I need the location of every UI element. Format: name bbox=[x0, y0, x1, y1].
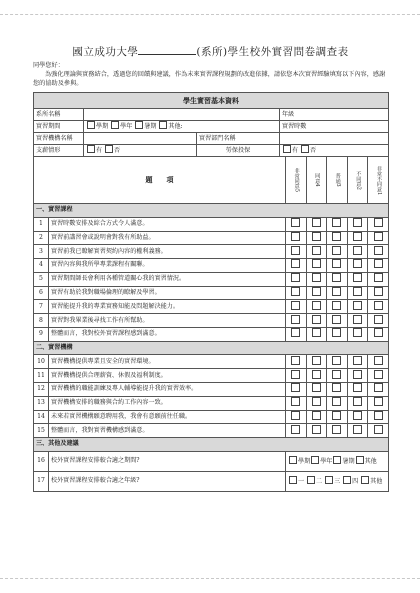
question-row bbox=[34, 369, 389, 383]
rating-checkbox[interactable] bbox=[291, 383, 300, 392]
hours-cell[interactable] bbox=[280, 121, 389, 133]
insurance-options bbox=[280, 145, 389, 157]
checkbox[interactable] bbox=[105, 145, 113, 153]
rating-cell bbox=[306, 231, 327, 245]
rating-checkbox[interactable] bbox=[312, 397, 321, 406]
section-title: 三、其他及建議 bbox=[34, 438, 389, 452]
questionnaire-page bbox=[33, 44, 388, 492]
rating-checkbox[interactable] bbox=[291, 328, 300, 337]
rating-checkbox[interactable] bbox=[353, 397, 362, 406]
rating-checkbox[interactable] bbox=[374, 232, 383, 241]
scale-label: 普通3 bbox=[334, 173, 341, 188]
rating-cell bbox=[368, 231, 389, 245]
rating-cell bbox=[368, 382, 389, 396]
rating-checkbox[interactable] bbox=[312, 411, 321, 420]
scale-3-header bbox=[327, 157, 348, 204]
rating-cell bbox=[327, 369, 348, 383]
question-row bbox=[34, 382, 389, 396]
question-text: 實習機構的職能訓練及專人輔導能提升我的實習效率。 bbox=[49, 382, 286, 396]
rating-checkbox[interactable] bbox=[332, 425, 341, 434]
org-field[interactable] bbox=[84, 133, 197, 145]
rating-cell bbox=[286, 369, 307, 383]
rating-cell bbox=[306, 300, 327, 314]
scale-5-header bbox=[286, 157, 307, 204]
rating-checkbox[interactable] bbox=[312, 370, 321, 379]
rating-cell bbox=[368, 396, 389, 410]
checkbox[interactable] bbox=[159, 121, 167, 129]
rating-cell bbox=[327, 286, 348, 300]
question-text: 實習前講習會或說明會對我有所助益。 bbox=[49, 231, 286, 245]
period-options bbox=[84, 121, 280, 133]
scale-label: 不同意2 bbox=[355, 170, 362, 190]
rating-checkbox[interactable] bbox=[312, 287, 321, 296]
rating-cell bbox=[306, 369, 327, 383]
rating-checkbox[interactable] bbox=[291, 425, 300, 434]
rating-checkbox[interactable] bbox=[332, 315, 341, 324]
question-row bbox=[34, 217, 389, 231]
question-text: 校外實習課程安排較合適之期間? bbox=[49, 451, 286, 471]
rating-cell bbox=[347, 286, 368, 300]
rating-checkbox[interactable] bbox=[353, 370, 362, 379]
rating-checkbox[interactable] bbox=[332, 218, 341, 227]
question-text: 實習機構提供合理薪資、休假及福利制度。 bbox=[49, 369, 286, 383]
rating-cell bbox=[286, 355, 307, 369]
rating-cell bbox=[368, 245, 389, 259]
rating-cell bbox=[368, 272, 389, 286]
rating-cell bbox=[368, 286, 389, 300]
dept-blank-line[interactable] bbox=[138, 44, 196, 55]
rating-checkbox[interactable] bbox=[291, 370, 300, 379]
rating-cell bbox=[327, 272, 348, 286]
rating-cell bbox=[286, 259, 307, 273]
rating-cell bbox=[368, 314, 389, 328]
checkbox[interactable] bbox=[307, 476, 315, 484]
rating-cell bbox=[286, 396, 307, 410]
rating-cell bbox=[368, 259, 389, 273]
rating-cell bbox=[327, 300, 348, 314]
rating-cell bbox=[347, 410, 368, 424]
top-dashed-line bbox=[0, 14, 420, 15]
rating-cell bbox=[327, 382, 348, 396]
rating-cell bbox=[327, 314, 348, 328]
rating-cell bbox=[327, 355, 348, 369]
rating-cell bbox=[286, 231, 307, 245]
question-row bbox=[34, 231, 389, 245]
rating-checkbox[interactable] bbox=[312, 301, 321, 310]
rating-cell bbox=[347, 300, 368, 314]
question-text: 未來若實習機構願意聘用我，我會有意願前往任職。 bbox=[49, 410, 286, 424]
rating-checkbox[interactable] bbox=[291, 259, 300, 268]
unit-label: 實習部門名稱 bbox=[197, 133, 280, 145]
rating-checkbox[interactable] bbox=[374, 273, 383, 282]
rating-checkbox[interactable] bbox=[353, 411, 362, 420]
question-row bbox=[34, 314, 389, 328]
checkbox[interactable] bbox=[356, 456, 364, 464]
rating-cell bbox=[286, 272, 307, 286]
rating-cell bbox=[347, 314, 368, 328]
option-label: 有 bbox=[96, 147, 103, 154]
rating-cell bbox=[306, 259, 327, 273]
rating-checkbox[interactable] bbox=[312, 383, 321, 392]
rating-checkbox[interactable] bbox=[312, 246, 321, 255]
question-text: 實習前我已瞭解實習契約內容的權利義務。 bbox=[49, 245, 286, 259]
rating-checkbox[interactable] bbox=[374, 397, 383, 406]
question-row bbox=[34, 272, 389, 286]
rating-checkbox[interactable] bbox=[291, 397, 300, 406]
section-row bbox=[34, 204, 389, 218]
rating-checkbox[interactable] bbox=[353, 218, 362, 227]
rating-checkbox[interactable] bbox=[353, 425, 362, 434]
option-label: 四 bbox=[352, 477, 359, 485]
scale-label: 同意4 bbox=[314, 173, 321, 188]
rating-checkbox[interactable] bbox=[312, 218, 321, 227]
rating-cell bbox=[368, 424, 389, 438]
checkbox[interactable] bbox=[87, 145, 95, 153]
rating-checkbox[interactable] bbox=[312, 328, 321, 337]
option-label: 學期 bbox=[96, 123, 109, 130]
rating-cell bbox=[286, 217, 307, 231]
bottom-dashed-line bbox=[0, 578, 420, 579]
rating-cell bbox=[327, 396, 348, 410]
rating-checkbox[interactable] bbox=[291, 411, 300, 420]
question-number: 2 bbox=[34, 231, 49, 245]
rating-checkbox[interactable] bbox=[353, 246, 362, 255]
option-label: 二 bbox=[316, 477, 323, 485]
rating-cell bbox=[347, 245, 368, 259]
survey-table bbox=[33, 156, 389, 491]
question-row bbox=[34, 410, 389, 424]
rating-checkbox[interactable] bbox=[312, 315, 321, 324]
rating-checkbox[interactable] bbox=[332, 287, 341, 296]
rating-cell bbox=[368, 300, 389, 314]
option-label: 否 bbox=[310, 147, 317, 154]
rating-checkbox[interactable] bbox=[332, 259, 341, 268]
rating-checkbox[interactable] bbox=[332, 370, 341, 379]
checkbox[interactable] bbox=[325, 476, 333, 484]
question-text: 實習內容與我所學專業課程有關聯。 bbox=[49, 259, 286, 273]
rating-cell bbox=[347, 369, 368, 383]
rating-cell bbox=[347, 424, 368, 438]
question-number: 6 bbox=[34, 286, 49, 300]
rating-checkbox[interactable] bbox=[374, 218, 383, 227]
question-text: 實習機構提供專業且安全的實習環境。 bbox=[49, 355, 286, 369]
option-label: 學期 bbox=[298, 457, 311, 465]
rating-checkbox[interactable] bbox=[332, 397, 341, 406]
rating-checkbox[interactable] bbox=[291, 246, 300, 255]
rating-cell bbox=[327, 410, 348, 424]
rating-cell bbox=[286, 245, 307, 259]
rating-cell bbox=[286, 300, 307, 314]
greeting: 同學您好： bbox=[33, 62, 64, 69]
survey-header-row bbox=[34, 157, 389, 204]
rating-checkbox[interactable] bbox=[353, 273, 362, 282]
rating-cell bbox=[306, 424, 327, 438]
basic-info-table bbox=[33, 92, 389, 157]
unit-field[interactable] bbox=[280, 133, 389, 145]
rating-cell bbox=[327, 217, 348, 231]
section-row-other bbox=[34, 438, 389, 452]
title-prefix: 國立成功大學 bbox=[72, 46, 139, 58]
rating-cell bbox=[368, 355, 389, 369]
question-row bbox=[34, 259, 389, 273]
rating-cell bbox=[347, 355, 368, 369]
rating-checkbox[interactable] bbox=[374, 328, 383, 337]
rating-checkbox[interactable] bbox=[353, 287, 362, 296]
rating-cell bbox=[306, 217, 327, 231]
rating-cell bbox=[368, 328, 389, 342]
option-label: 其他 bbox=[364, 457, 377, 465]
question-number: 11 bbox=[34, 369, 49, 383]
rating-checkbox[interactable] bbox=[353, 315, 362, 324]
option-label: 學年 bbox=[120, 123, 133, 130]
rating-checkbox[interactable] bbox=[332, 232, 341, 241]
question-row bbox=[34, 355, 389, 369]
period-label: 實習期間 bbox=[34, 121, 84, 133]
question-row-16 bbox=[34, 451, 389, 471]
section-title: 二、實習機構 bbox=[34, 341, 389, 355]
option-label: 其他 bbox=[370, 477, 383, 485]
question-text: 實習能提升我的專業實務知能及問題解決能力。 bbox=[49, 300, 286, 314]
checkbox[interactable] bbox=[301, 145, 309, 153]
rating-checkbox[interactable] bbox=[353, 383, 362, 392]
intro-paragraph: 為強化理論與實務結合，透過您的回饋與建議，作為未來實習課程規劃的改進依據，請依您本次實習經驗填寫以下內容，感謝您的協助及參與。 bbox=[33, 71, 386, 87]
question-number: 13 bbox=[34, 396, 49, 410]
rating-cell bbox=[286, 314, 307, 328]
rating-checkbox[interactable] bbox=[353, 259, 362, 268]
grade-label: 年級 bbox=[282, 110, 295, 118]
rating-checkbox[interactable] bbox=[312, 273, 321, 282]
title-suffix: (系所)學生校外實習問卷調查表 bbox=[196, 46, 349, 58]
question-row bbox=[34, 424, 389, 438]
option-label: 否 bbox=[114, 147, 121, 154]
rating-checkbox[interactable] bbox=[332, 246, 341, 255]
rating-checkbox[interactable] bbox=[291, 232, 300, 241]
question-number: 4 bbox=[34, 259, 49, 273]
question-number: 15 bbox=[34, 424, 49, 438]
question-row bbox=[34, 286, 389, 300]
rating-cell bbox=[327, 424, 348, 438]
question-number: 8 bbox=[34, 314, 49, 328]
section-title: 一、實習課程 bbox=[34, 204, 389, 218]
rating-checkbox[interactable] bbox=[374, 287, 383, 296]
question-number: 16 bbox=[34, 451, 49, 471]
rating-cell bbox=[327, 328, 348, 342]
rating-cell bbox=[286, 382, 307, 396]
question-row bbox=[34, 245, 389, 259]
question-text: 實習對我畢業後尋找工作有所幫助。 bbox=[49, 314, 286, 328]
question-number: 14 bbox=[34, 410, 49, 424]
question-text: 實習期間師長會利用各種管道關心我的實習情況。 bbox=[49, 272, 286, 286]
org-label: 實習機構名稱 bbox=[34, 133, 84, 145]
rating-cell bbox=[306, 328, 327, 342]
rating-cell bbox=[306, 410, 327, 424]
rating-cell bbox=[368, 217, 389, 231]
rating-checkbox[interactable] bbox=[353, 301, 362, 310]
hours-label: 實習時數 bbox=[282, 122, 307, 130]
question-number: 9 bbox=[34, 328, 49, 342]
rating-cell bbox=[347, 231, 368, 245]
scale-2-header bbox=[347, 157, 368, 204]
q16-options bbox=[286, 451, 389, 471]
option-label: 三 bbox=[334, 477, 341, 485]
rating-checkbox[interactable] bbox=[374, 411, 383, 420]
rating-checkbox[interactable] bbox=[312, 425, 321, 434]
checkbox[interactable] bbox=[289, 476, 297, 484]
rating-checkbox[interactable] bbox=[374, 315, 383, 324]
question-number: 17 bbox=[34, 471, 49, 491]
rating-cell bbox=[347, 272, 368, 286]
q17-options bbox=[286, 471, 389, 491]
rating-cell bbox=[347, 259, 368, 273]
question-row bbox=[34, 396, 389, 410]
rating-cell bbox=[347, 328, 368, 342]
pay-options bbox=[84, 145, 197, 157]
scale-label: 非常同意5 bbox=[293, 168, 300, 193]
rating-cell bbox=[286, 286, 307, 300]
rating-cell bbox=[368, 410, 389, 424]
checkbox[interactable] bbox=[283, 145, 291, 153]
option-label: 有 bbox=[292, 147, 299, 154]
pay-label: 支薪情形 bbox=[34, 145, 84, 157]
rating-checkbox[interactable] bbox=[374, 356, 383, 365]
rating-checkbox[interactable] bbox=[291, 356, 300, 365]
rating-cell bbox=[286, 410, 307, 424]
rating-checkbox[interactable] bbox=[374, 259, 383, 268]
question-row bbox=[34, 328, 389, 342]
question-number: 3 bbox=[34, 245, 49, 259]
question-number: 1 bbox=[34, 217, 49, 231]
rating-checkbox[interactable] bbox=[291, 315, 300, 324]
rating-checkbox[interactable] bbox=[353, 328, 362, 337]
rating-checkbox[interactable] bbox=[332, 273, 341, 282]
option-label: 學年 bbox=[320, 457, 333, 465]
rating-checkbox[interactable] bbox=[332, 301, 341, 310]
question-number: 10 bbox=[34, 355, 49, 369]
insurance-label: 勞保投保 bbox=[197, 145, 280, 157]
question-row-17 bbox=[34, 471, 389, 491]
rating-cell bbox=[286, 328, 307, 342]
question-text: 實習機構安排的職務與合約工作內容一致。 bbox=[49, 396, 286, 410]
rating-checkbox[interactable] bbox=[332, 411, 341, 420]
rating-checkbox[interactable] bbox=[332, 383, 341, 392]
dept-label: 系所名稱 bbox=[34, 109, 84, 121]
page-title bbox=[33, 44, 388, 60]
question-text: 實習有助於我對職場倫理的瞭解及學習。 bbox=[49, 286, 286, 300]
question-text: 整體而言，我對實習機構感到滿意。 bbox=[49, 424, 286, 438]
checkbox[interactable] bbox=[135, 121, 143, 129]
rating-cell bbox=[286, 424, 307, 438]
question-number: 5 bbox=[34, 272, 49, 286]
rating-cell bbox=[306, 245, 327, 259]
rating-cell bbox=[306, 396, 327, 410]
rating-checkbox[interactable] bbox=[312, 232, 321, 241]
question-text: 實習時數安排及綜合方式令人滿意。 bbox=[49, 217, 286, 231]
rating-checkbox[interactable] bbox=[291, 273, 300, 282]
rating-checkbox[interactable] bbox=[353, 356, 362, 365]
checkbox[interactable] bbox=[289, 456, 297, 464]
question-number: 7 bbox=[34, 300, 49, 314]
section-row bbox=[34, 341, 389, 355]
question-number: 12 bbox=[34, 382, 49, 396]
rating-checkbox[interactable] bbox=[312, 356, 321, 365]
rating-cell bbox=[327, 259, 348, 273]
rating-checkbox[interactable] bbox=[312, 259, 321, 268]
question-text: 整體而言，我對校外實習課程感到滿意。 bbox=[49, 328, 286, 342]
scale-label: 非常不同意1 bbox=[375, 165, 382, 195]
checkbox[interactable] bbox=[343, 476, 351, 484]
rating-cell bbox=[347, 396, 368, 410]
option-label: 暑期 bbox=[144, 123, 157, 130]
checkbox[interactable] bbox=[311, 456, 319, 464]
checkbox[interactable] bbox=[333, 456, 341, 464]
rating-cell bbox=[306, 355, 327, 369]
rating-cell bbox=[306, 286, 327, 300]
rating-cell bbox=[306, 272, 327, 286]
rating-checkbox[interactable] bbox=[332, 356, 341, 365]
basic-info-header: 學生實習基本資料 bbox=[34, 93, 389, 109]
rating-cell bbox=[368, 369, 389, 383]
rating-checkbox[interactable] bbox=[353, 232, 362, 241]
rating-checkbox[interactable] bbox=[291, 287, 300, 296]
rating-checkbox[interactable] bbox=[332, 328, 341, 337]
option-label: 其他: bbox=[168, 123, 183, 130]
rating-cell bbox=[327, 245, 348, 259]
rating-checkbox[interactable] bbox=[374, 301, 383, 310]
rating-checkbox[interactable] bbox=[374, 425, 383, 434]
scale-1-header bbox=[368, 157, 389, 204]
scale-4-header bbox=[306, 157, 327, 204]
rating-checkbox[interactable] bbox=[374, 370, 383, 379]
dept-field[interactable] bbox=[84, 109, 280, 121]
rating-cell bbox=[306, 382, 327, 396]
question-row bbox=[34, 300, 389, 314]
rating-cell bbox=[306, 314, 327, 328]
checkbox[interactable] bbox=[361, 476, 369, 484]
rating-checkbox[interactable] bbox=[291, 301, 300, 310]
checkbox[interactable] bbox=[87, 121, 95, 129]
grade-cell[interactable] bbox=[280, 109, 389, 121]
rating-cell bbox=[347, 382, 368, 396]
rating-cell bbox=[347, 217, 368, 231]
question-text: 校外實習課程安排較合適之年級? bbox=[49, 471, 286, 491]
rating-checkbox[interactable] bbox=[374, 246, 383, 255]
rating-cell bbox=[327, 231, 348, 245]
option-label: 一 bbox=[298, 477, 305, 485]
rating-checkbox[interactable] bbox=[291, 218, 300, 227]
checkbox[interactable] bbox=[111, 121, 119, 129]
option-label: 暑期 bbox=[342, 457, 355, 465]
rating-checkbox[interactable] bbox=[374, 383, 383, 392]
item-header: 題 項 bbox=[34, 157, 286, 204]
